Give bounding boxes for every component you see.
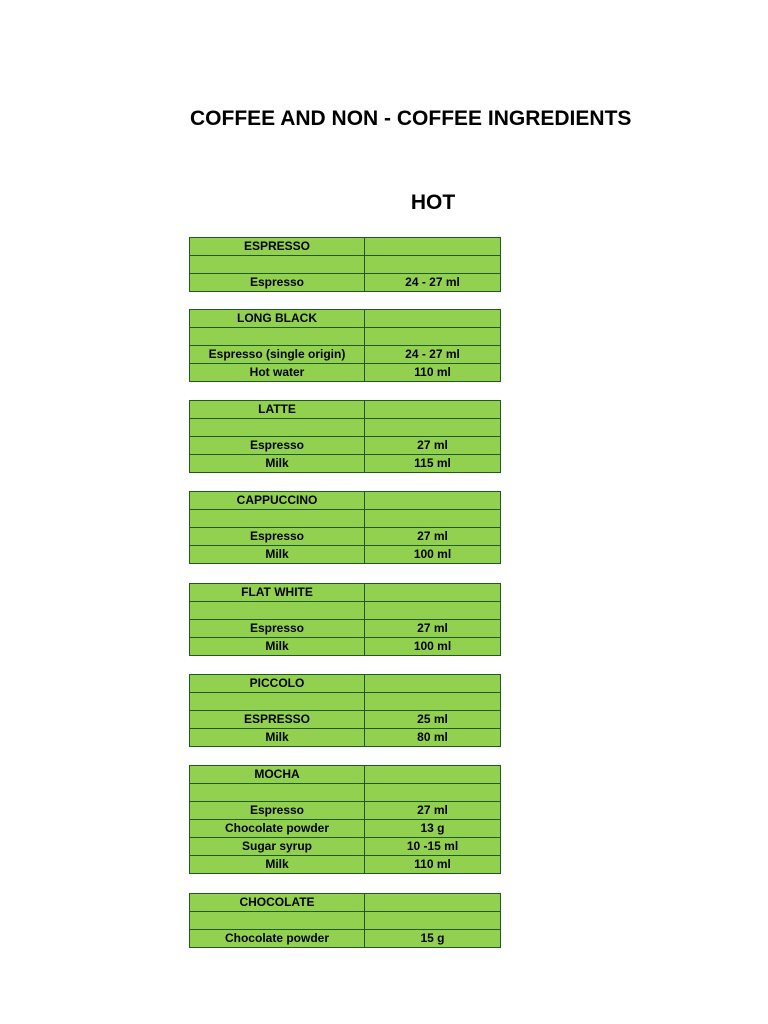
ingredient-row (189, 802, 501, 820)
ingredient-amount (365, 328, 500, 345)
section-heading-hot: HOT (410, 191, 456, 214)
ingredient-name: Chocolate powder (190, 820, 365, 837)
recipe-table (189, 893, 501, 948)
ingredient-name (190, 328, 365, 345)
ingredient-amount: 110 ml (414, 857, 451, 871)
blank-row (189, 328, 501, 346)
ingredient-amount: 100 ml (413, 547, 452, 561)
ingredient-amount: 27 ml (417, 803, 448, 817)
ingredient-name: LATTE (190, 401, 365, 418)
ingredient-row (189, 838, 501, 856)
ingredient-row (189, 528, 501, 546)
recipe-table (189, 583, 501, 656)
ingredient-row (189, 729, 501, 747)
page-title-container (190, 104, 632, 136)
ingredient-name: FLAT WHITE (190, 584, 365, 601)
ingredient-name: CHOCOLATE (190, 894, 365, 911)
ingredient-name: Milk (190, 856, 365, 873)
ingredient-name: CAPPUCCINO (190, 492, 365, 509)
ingredient-amount (365, 766, 500, 783)
ingredient-row (189, 274, 501, 292)
ingredient-row (189, 638, 501, 656)
ingredient-amount (365, 912, 500, 929)
ingredient-name (190, 784, 365, 801)
ingredient-name: Espresso (190, 802, 365, 819)
ingredient-amount (365, 419, 500, 436)
ingredient-amount (365, 675, 500, 692)
ingredient-name (190, 256, 365, 273)
ingredient-row (189, 455, 501, 473)
ingredient-amount (365, 784, 500, 801)
drink-name-row (189, 491, 501, 510)
ingredient-name: Espresso (190, 274, 365, 291)
ingredient-amount: 10 -15 ml (406, 839, 459, 853)
ingredient-amount (365, 492, 500, 509)
blank-row (189, 419, 501, 437)
ingredient-name: Chocolate powder (190, 930, 365, 947)
drink-name-row (189, 309, 501, 328)
ingredient-row (189, 364, 501, 382)
ingredient-name: Espresso (single origin) (190, 346, 365, 363)
recipe-table (189, 309, 501, 382)
page-title: COFFEE AND NON - COFFEE INGREDIENTS (190, 107, 632, 130)
drink-name-row (189, 237, 501, 256)
ingredient-name (190, 912, 365, 929)
ingredient-amount: 27 ml (417, 621, 448, 635)
ingredient-name: Espresso (190, 528, 365, 545)
ingredient-name: Milk (190, 546, 365, 563)
ingredient-name (190, 693, 365, 710)
ingredient-amount: 25 ml (417, 712, 448, 726)
ingredient-row (189, 346, 501, 364)
ingredient-name: ESPRESSO (190, 238, 365, 255)
ingredient-amount: 80 ml (417, 730, 448, 744)
ingredient-row (189, 711, 501, 729)
ingredient-amount (365, 310, 500, 327)
blank-row (189, 693, 501, 711)
ingredient-amount: 27 ml (417, 529, 448, 543)
ingredient-row (189, 546, 501, 564)
ingredient-amount: 27 ml (417, 438, 448, 452)
ingredient-name: PICCOLO (190, 675, 365, 692)
ingredient-row (189, 930, 501, 948)
blank-row (189, 912, 501, 930)
ingredient-amount: 110 ml (414, 365, 451, 379)
ingredient-amount: 24 - 27 ml (405, 275, 460, 289)
drink-name-row (189, 583, 501, 602)
ingredient-name (190, 602, 365, 619)
ingredient-amount (365, 510, 500, 527)
recipe-table (189, 491, 501, 564)
ingredient-amount: 13 g (420, 821, 445, 835)
ingredient-name: ESPRESSO (190, 711, 365, 728)
ingredient-amount (365, 693, 500, 710)
ingredient-amount: 115 ml (414, 456, 451, 470)
ingredient-amount (365, 238, 500, 255)
ingredient-amount (365, 602, 500, 619)
ingredient-amount: 100 ml (413, 639, 452, 653)
ingredient-row (189, 856, 501, 874)
ingredient-amount (365, 584, 500, 601)
ingredient-name: Sugar syrup (190, 838, 365, 855)
blank-row (189, 510, 501, 528)
recipe-table (189, 765, 501, 874)
drink-name-row (189, 400, 501, 419)
ingredient-name: Milk (190, 638, 365, 655)
drink-name-row (189, 674, 501, 693)
ingredient-row (189, 620, 501, 638)
ingredient-amount: 15 g (420, 931, 445, 945)
recipe-table (189, 237, 501, 292)
ingredient-amount (365, 894, 500, 911)
ingredient-name (190, 510, 365, 527)
ingredient-amount (365, 256, 500, 273)
ingredient-amount: 24 - 27 ml (405, 347, 460, 361)
ingredient-amount (365, 401, 500, 418)
ingredient-name (190, 419, 365, 436)
ingredient-name: Milk (190, 729, 365, 746)
ingredient-name: Espresso (190, 437, 365, 454)
drink-name-row (189, 765, 501, 784)
ingredient-name: LONG BLACK (190, 310, 365, 327)
blank-row (189, 256, 501, 274)
drink-name-row (189, 893, 501, 912)
ingredient-name: Hot water (190, 364, 365, 381)
ingredient-name: MOCHA (190, 766, 365, 783)
blank-row (189, 784, 501, 802)
recipe-table (189, 674, 501, 747)
recipe-table (189, 400, 501, 473)
ingredient-row (189, 437, 501, 455)
ingredient-name: Espresso (190, 620, 365, 637)
blank-row (189, 602, 501, 620)
ingredient-name: Milk (190, 455, 365, 472)
ingredient-row (189, 820, 501, 838)
